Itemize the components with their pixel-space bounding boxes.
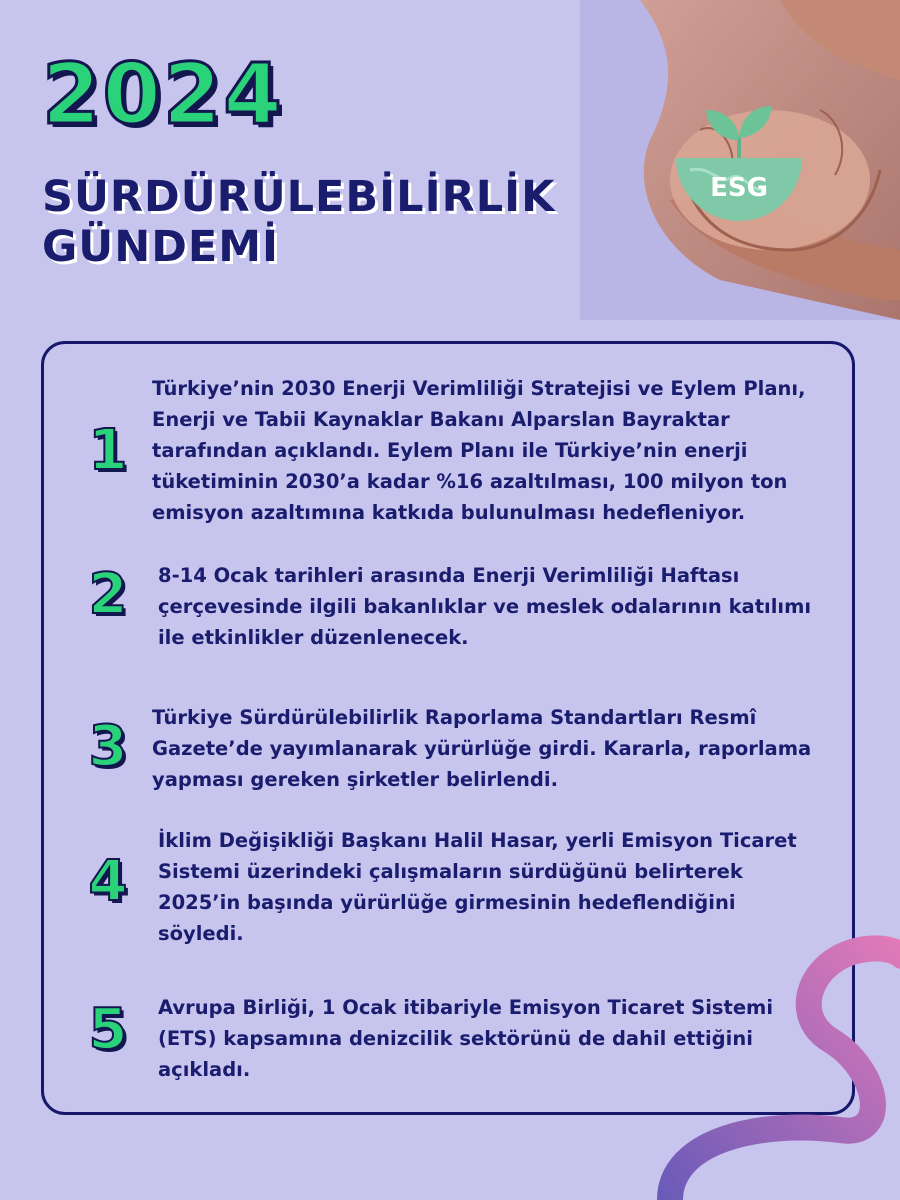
decorative-wave	[640, 920, 900, 1200]
item-number: 3	[88, 714, 128, 779]
item-number: 1	[88, 418, 128, 483]
esg-badge-text: ESG	[710, 173, 768, 203]
hands-globe-illustration	[580, 0, 900, 320]
item-text: Türkiye’nin 2030 Enerji Verimliliği Stratejisi ve Eylem Planı, Enerji ve Tabii Kaynaklar Bakanı Alparslan Bayraktar tarafından açıklandı. Eylem Planı ile Türkiye’nin enerji tüketiminin 2030’a kadar %16 azaltılması, 100 milyon ton emisyon azaltımına katkıda bulunulması hedefleniyor.	[152, 377, 806, 524]
item-text: İklim Değişikliği Başkanı Halil Hasar, yerli Emisyon Ticaret Sistemi üzerindeki çalışmaların sürdüğünü belirterek 2025’in başında yürürlüğe girmesinin hedeflendiğini söyledi.	[158, 829, 797, 945]
page-title	[42, 172, 555, 272]
title-line-2: GÜNDEMİ	[42, 222, 280, 272]
item-text: Türkiye Sürdürülebilirlik Raporlama Standartları Resmî Gazete’de yayımlanarak yürürlüğe girdi. Kararla, raporlama yapması gereken şirketler belirlendi.	[152, 706, 812, 791]
title-line-1: SÜRDÜRÜLEBİLİRLİK	[42, 172, 556, 222]
item-number: 5	[88, 997, 128, 1062]
item-number: 4	[88, 849, 128, 914]
item-number: 2	[88, 562, 128, 627]
item-text: Avrupa Birliği, 1 Ocak itibariyle Emisyon Ticaret Sistemi (ETS) kapsamına denizcilik sektörünü de dahil ettiğini açıkladı.	[158, 996, 774, 1081]
item-text: 8-14 Ocak tarihleri arasında Enerji Verimliliği Haftası çerçevesinde ilgili bakanlıklar ve meslek odalarının katılımı ile etkinlikler düzenlenecek.	[158, 564, 812, 649]
year-heading: 2024	[42, 45, 284, 143]
